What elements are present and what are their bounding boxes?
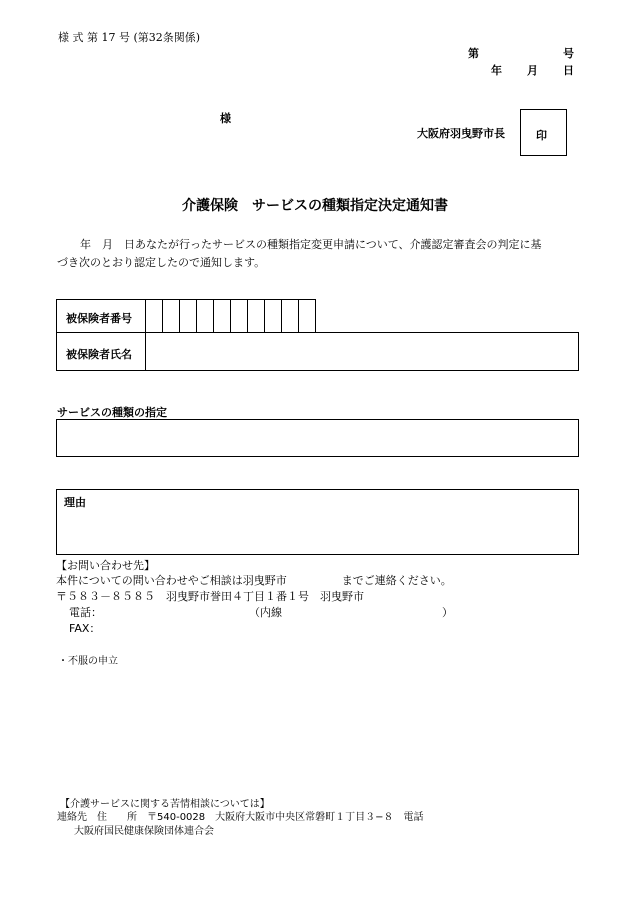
insured-number-label: 被保険者番号	[66, 312, 132, 325]
appeal-label: ・不服の申立	[58, 656, 118, 667]
insured-name-label: 被保険者氏名	[66, 348, 132, 361]
insured-number-digit[interactable]	[196, 300, 213, 332]
complaint-heading: 【介護サービスに関する苦情相談については】	[60, 799, 270, 810]
addressee-sama: 様	[220, 112, 231, 125]
insured-number-digit[interactable]	[264, 300, 281, 332]
service-type-field[interactable]	[56, 419, 579, 457]
insured-number-digit[interactable]	[213, 300, 230, 332]
extension-close: ）	[442, 606, 453, 619]
insured-number-row	[56, 299, 316, 333]
contact-line-2: 〒５８３－８５８５ 羽曳野市誉田４丁目１番１号 羽曳野市	[56, 590, 364, 603]
contact-line-1: 本件についての問い合わせやご相談は羽曳野市 までご連絡ください。	[56, 574, 452, 587]
extension-open: （内線	[249, 606, 282, 619]
number-dai-label: 第	[468, 47, 479, 60]
insured-name-row	[56, 332, 579, 371]
body-line-1: 年 月 日あなたが行ったサービスの種類指定変更申請について、介護認定審査会の判定に基	[80, 238, 542, 251]
service-type-label: サービスの種類の指定	[57, 406, 167, 419]
seal-box	[520, 109, 567, 156]
insured-name-field[interactable]	[145, 333, 579, 370]
insured-number-digit[interactable]	[145, 300, 162, 332]
form-number: 様 式 第 17 号 (第32条関係)	[58, 31, 201, 44]
body-line-2: づき次のとおり認定したので通知します。	[57, 256, 266, 269]
day-label: 日	[563, 64, 574, 77]
complaint-line-1: 連絡先 住 所 〒540-0028 大阪府大阪市中央区常磐町１丁目３−８ 電話	[57, 812, 424, 823]
document-title: 介護保険 サービスの種類指定決定通知書	[182, 198, 448, 214]
insured-number-digit[interactable]	[230, 300, 247, 332]
insured-number-digit[interactable]	[247, 300, 264, 332]
seal-label: 印	[536, 129, 547, 142]
insured-number-digit[interactable]	[179, 300, 196, 332]
insured-number-digit[interactable]	[281, 300, 298, 332]
contact-heading: 【お問い合わせ先】	[56, 559, 155, 572]
reason-label: 理由	[64, 496, 86, 509]
reason-box[interactable]	[56, 489, 579, 555]
month-label: 月	[527, 64, 538, 77]
insured-number-digit[interactable]	[298, 300, 316, 332]
number-go-label: 号	[563, 47, 574, 60]
complaint-line-2: 大阪府国民健康保険団体連合会	[74, 826, 214, 837]
issuer-name: 大阪府羽曳野市長	[417, 127, 505, 140]
fax-label: FAX：	[69, 622, 101, 635]
insured-number-digit[interactable]	[162, 300, 179, 332]
phone-label: 電話：	[69, 606, 102, 619]
year-label: 年	[491, 64, 502, 77]
